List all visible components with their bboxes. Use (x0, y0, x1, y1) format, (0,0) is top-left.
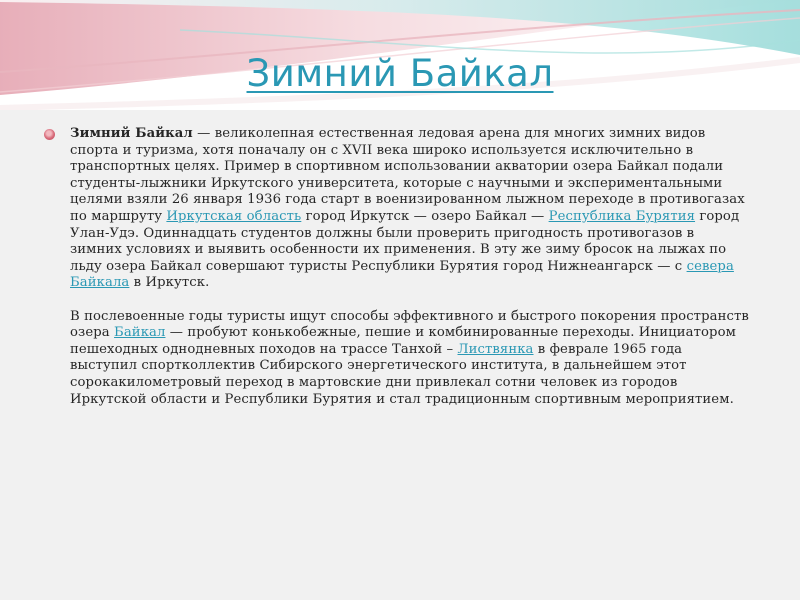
page-title: Зимний Байкал (246, 52, 554, 95)
text-span: — великолепная естественная ледовая арена для многих зимних видов спорта и туризма, хотя поначалу он с XVII века широко используется исключительно в транспортных целях. Пример в спортивном использовании акватории озера Байкал подали студенты-лыжники Иркутского университета, которые с научными и экспериментальными целями взяли 26 января 1936 года старт в военизированном лыжном переходе в противогазах по маршруту (70, 126, 745, 224)
bullet-icon (44, 129, 55, 140)
paragraph-1 (70, 126, 750, 292)
text-span: город Улан-Удэ. Одиннадцать студентов должны были проверить пригодность противогазов в зимних условиях и выявить особенности их применения. В эту же зиму бросок на лыжах по льду озера Байкал совершают туристы Республики Бурятия город Нижнеангарск — с (70, 208, 740, 274)
text-span: В послевоенные годы туристы ищут способы эффективного и быстрого покорения пространств озера (70, 308, 749, 341)
link-listvyanka[interactable]: Листвянка (457, 341, 534, 357)
link-north-baikal[interactable]: севера Байкала (70, 258, 734, 291)
link-baikal[interactable]: Байкал (114, 325, 166, 341)
text-span: в Иркутск. (129, 275, 210, 291)
text-span: в феврале 1965 года выступил спортколлектив Сибирского энергетического института, в дальнейшем этот сорокакилометровый переход в мартовские дни привлекал сотни человек из городов Иркутской области и Республики Бурятия и стал традиционным спортивным мероприятием. (70, 341, 734, 407)
text-span: город Иркутск — озеро Байкал — (301, 208, 549, 224)
link-buryatia[interactable]: Республика Бурятия (548, 208, 696, 224)
paragraph-2 (70, 309, 750, 409)
link-irkutsk-oblast[interactable]: Иркутская область (166, 208, 302, 224)
lead-term: Зимний Байкал (70, 126, 193, 141)
slide-body (70, 126, 750, 408)
text-span: — пробуют конькобежные, пешие и комбинированные переходы. Инициатором пешеходных однодневных походов на трассе Танхой – (70, 325, 736, 357)
